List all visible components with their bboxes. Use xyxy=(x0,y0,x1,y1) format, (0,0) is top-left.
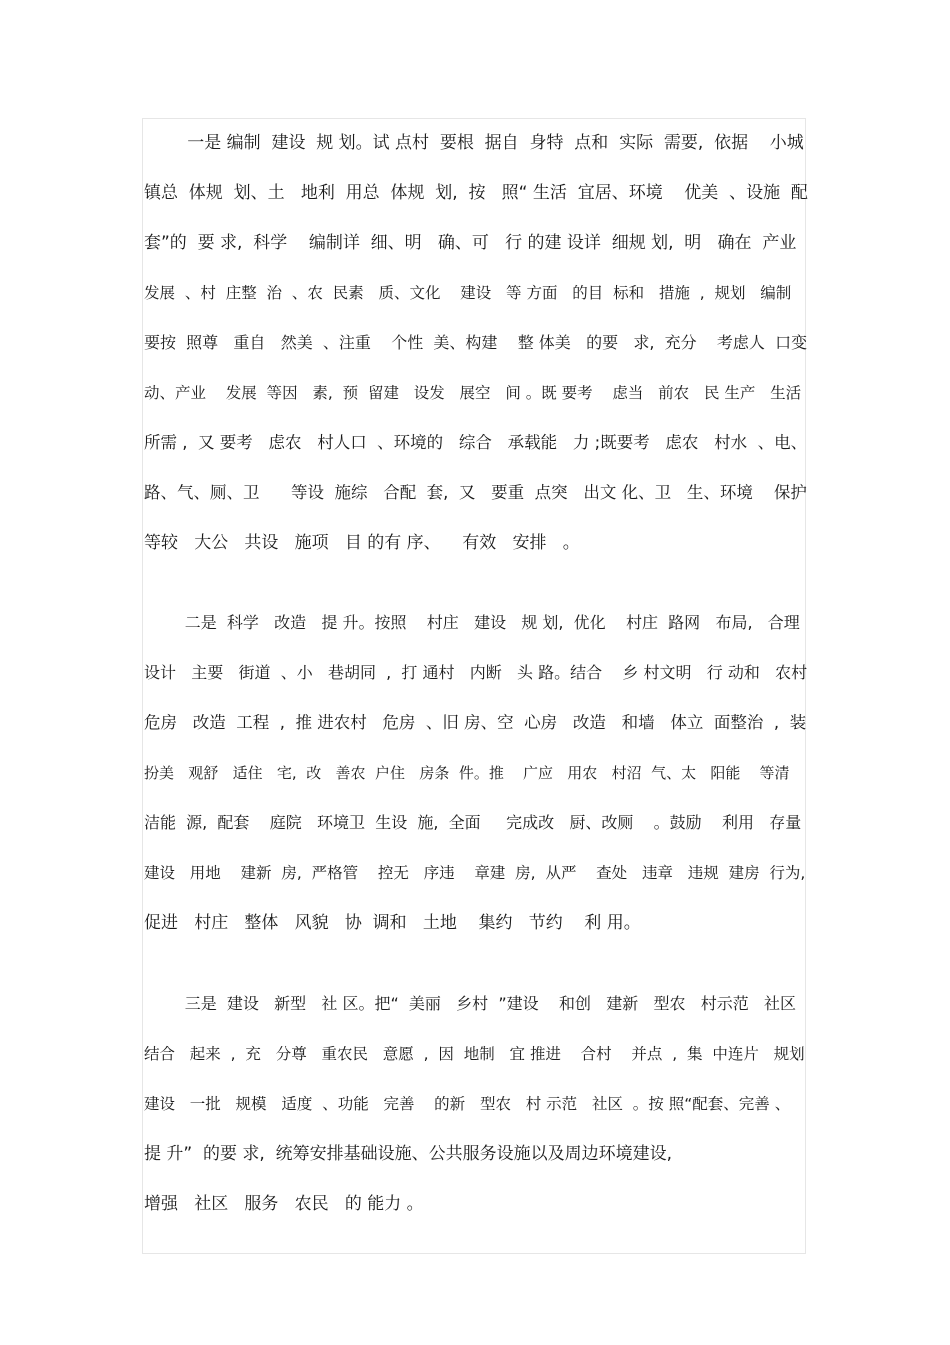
text-line: 洁能 源, 配套 庭院 环境卫 生设 施, 全面 完成改 厨、改厕 。鼓励 利用 存量 xyxy=(144,813,802,832)
text-line: 要按 照尊 重自 然美 、注重 个性 美、构建 整 体美 的要 求, 充分 考虑人 口变 xyxy=(144,333,808,352)
text-line: 建设 一批 规模 适度 、功能 完善 的新 型农 村 示范 社区 。按 照“配套、完善 、 xyxy=(144,1095,791,1113)
text-line: 路、气、厕、卫 等设 施综 合配 套, 又 要重 点突 出文 化、卫 生、环境 保护 xyxy=(144,483,807,502)
text-line: 镇总 体规 划、土 地利 用总 体规 划, 按 照“ 生活 宜居、环境 优美 、设施 配 xyxy=(144,183,808,203)
text-line: 三是 建设 新型 社 区。把“ 美丽 乡村 ”建设 和创 建新 型农 村示范 社区 xyxy=(144,994,797,1013)
text-line: 动、产业 发展 等因 素, 预 留建 设发 展空 间 。既 要考 虑当 前农 民 生产 生活 xyxy=(144,384,802,402)
text-line: 套”的 要 求, 科学 编制详 细、明 确、可 行 的建 设详 细规 划, 明 确在 产业 xyxy=(144,233,797,253)
text-line: 等较 大公 共设 施项 目 的有 序、 有效 安排 。 xyxy=(144,533,580,553)
paragraph-1 xyxy=(144,118,808,568)
text-line: 增强 社区 服务 农民 的 能力 。 xyxy=(144,1194,424,1214)
text-line: 扮美 观舒 适住 宅, 改 善农 户住 房条 件。推 广应 用农 村沼 气、太 阳能 等清 xyxy=(144,764,790,782)
text-line: 提 升” 的要 求, 统筹安排基础设施、公共服务设施以及周边环境建设, xyxy=(144,1144,673,1164)
text-line: 建设 用地 建新 房, 严格管 控无 序违 章建 房, 从严 查处 违章 违规 建房 行为, xyxy=(144,864,806,882)
text-line: 危房 改造 工程 , 推 进农村 危房 、旧 房、空 心房 改造 和墙 体立 面整治 , 装 xyxy=(144,713,807,732)
paragraph-2 xyxy=(144,598,808,948)
paragraph-3 xyxy=(144,979,808,1229)
text-line: 促进 村庄 整体 风貌 协 调和 土地 集约 节约 利 用。 xyxy=(144,913,641,933)
text-line: 设计 主要 街道 、小 巷胡同 , 打 通村 内断 头 路。结合 乡 村文明 行 动和 农村 xyxy=(144,663,808,682)
text-line: 结合 起来 , 充 分尊 重农民 意愿 , 因 地制 宜 推进 合村 并点 , 集 中连片 规划 xyxy=(144,1045,805,1063)
text-line: 二是 科学 改造 提 升。按照 村庄 建设 规 划, 优化 村庄 路网 布局, 合理 xyxy=(144,613,800,632)
text-line: 一是 编制 建设 规 划。试 点村 要根 据自 身特 点和 实际 需要, 依据 小城 xyxy=(144,133,804,153)
text-line: 发展 、村 庄整 治 、农 民素 质、文化 建设 等 方面 的目 标和 措施 , 规划 编制 xyxy=(144,284,792,302)
text-line: 所需 , 又 要考 虑农 村人口 、环境的 综合 承载能 力 ;既要考 虑农 村水 、电、 xyxy=(144,433,808,452)
